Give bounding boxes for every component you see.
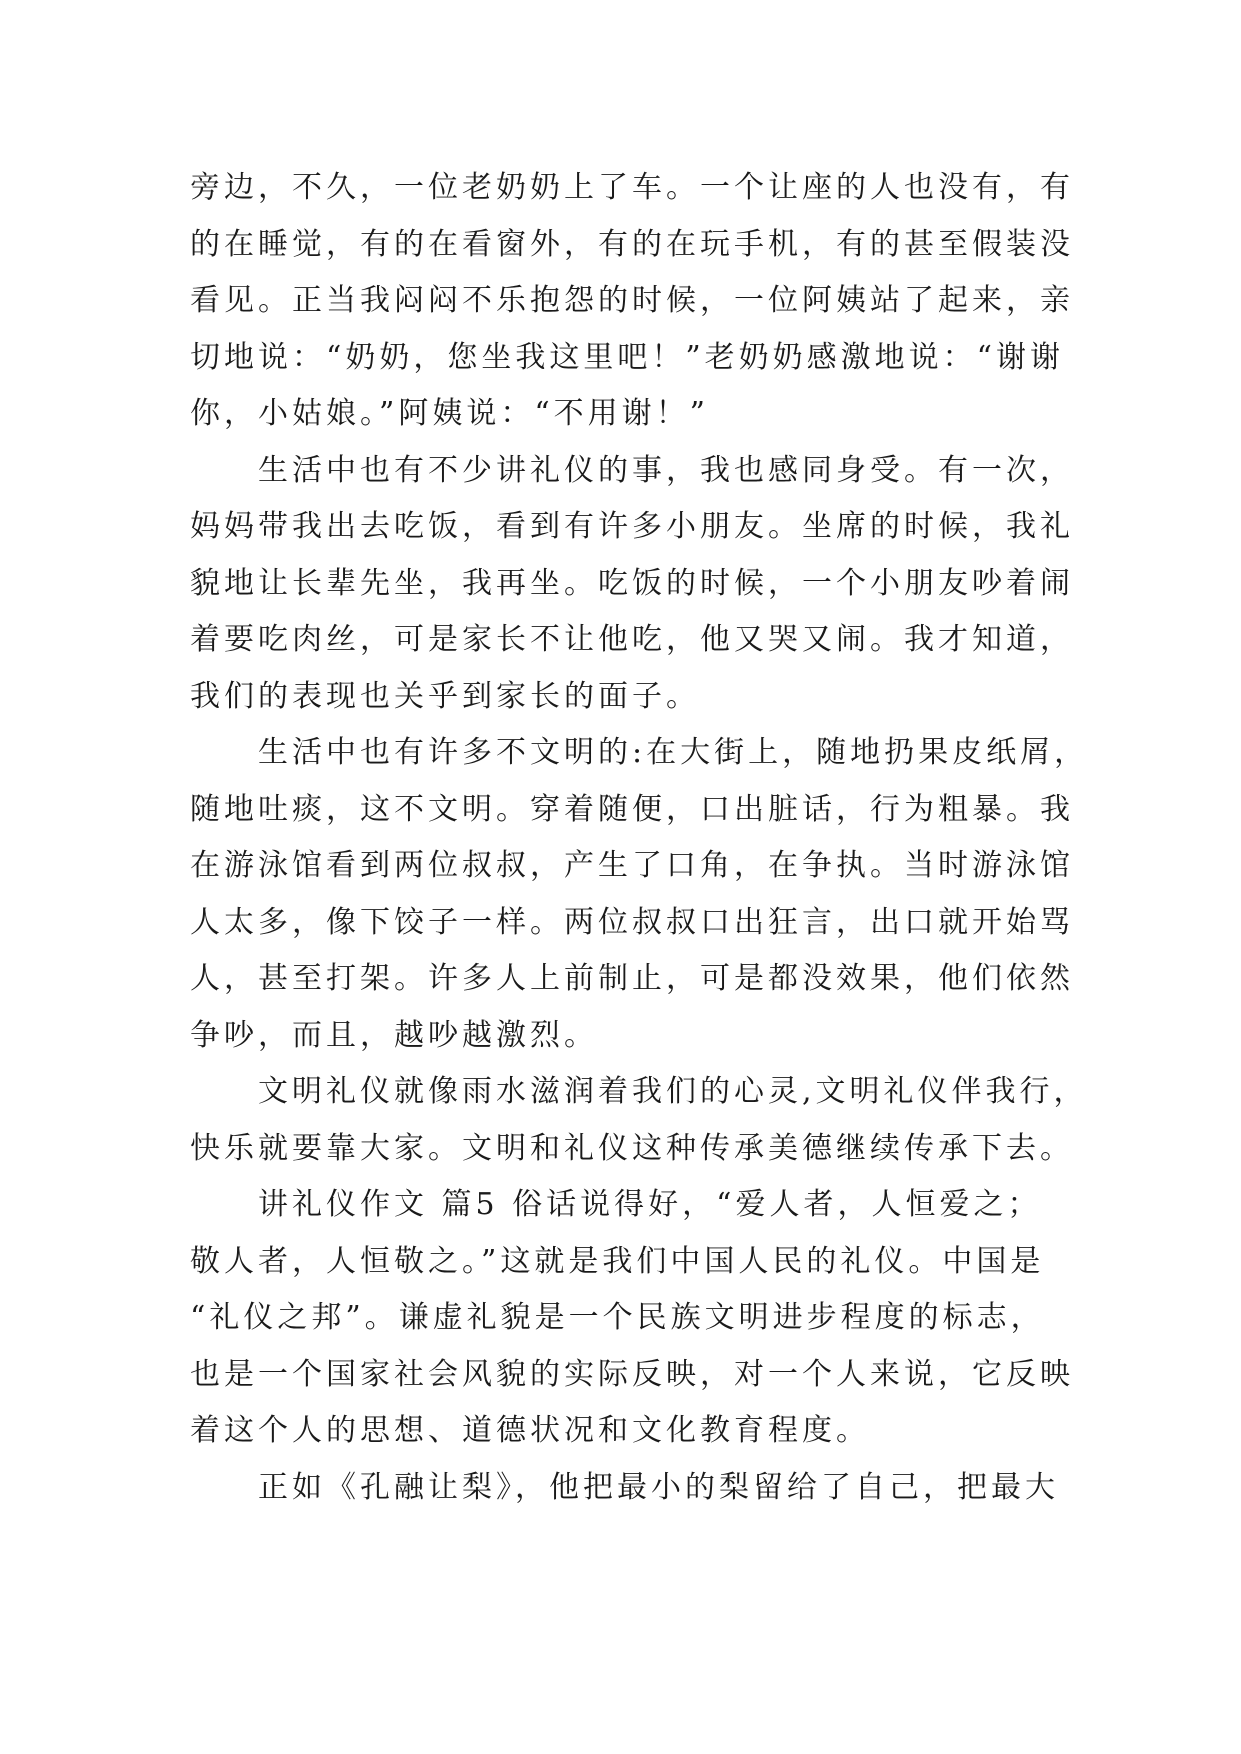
text-line: 人，甚至打架。许多人上前制止，可是都没效果，他们依然 xyxy=(190,961,1074,996)
text-line: 文明礼仪就像雨水滋润着我们的心灵,文明礼仪伴我行， xyxy=(258,1074,1088,1109)
text-line: 旁边，不久，一位老奶奶上了车。一个让座的人也没有，有 xyxy=(190,170,1074,205)
text-line: 切地说：“奶奶，您坐我这里吧！”老奶奶感激地说：“谢谢 xyxy=(190,339,1065,375)
text-line: 着要吃肉丝，可是家长不让他吃，他又哭又闹。我才知道， xyxy=(190,622,1074,657)
text-line: 也是一个国家社会风貌的实际反映，对一个人来说，它反映 xyxy=(190,1356,1074,1392)
text-line: 我们的表现也关乎到家长的面子。 xyxy=(190,678,700,714)
text-line: 着这个人的思想、道德状况和文化教育程度。 xyxy=(190,1413,870,1448)
text-line: “礼仪之邦”。谦虚礼貌是一个民族文明进步程度的标志， xyxy=(190,1300,1045,1335)
essay-text xyxy=(190,160,1089,1516)
text-line: 争吵，而且，越吵越激烈。 xyxy=(190,1017,598,1053)
text-line: 正如《孔融让梨》，他把最小的梨留给了自己，把最大 xyxy=(258,1469,1059,1505)
text-line: 人太多，像下饺子一样。两位叔叔口出狂言，出口就开始骂 xyxy=(190,904,1074,940)
text-line: 貌地让长辈先坐，我再坐。吃饭的时候，一个小朋友吵着闹 xyxy=(190,565,1074,601)
text-line: 讲礼仪作文 篇5 俗话说得好，“爱人者，人恒爱之； xyxy=(258,1187,1042,1222)
text-line: 看见。正当我闷闷不乐抱怨的时候，一位阿姨站了起来，亲 xyxy=(190,283,1074,318)
text-line: 生活中也有许多不文明的:在大街上，随地扔果皮纸屑， xyxy=(258,735,1089,770)
text-line: 敬人者，人恒敬之。”这就是我们中国人民的礼仪。中国是 xyxy=(190,1243,1045,1279)
text-line: 随地吐痰，这不文明。穿着随便，口出脏话，行为粗暴。我 xyxy=(190,791,1074,827)
text-line: 快乐就要靠大家。文明和礼仪这种传承美德继续传承下去。 xyxy=(190,1130,1074,1166)
text-line: 妈妈带我出去吃饭，看到有许多小朋友。坐席的时候，我礼 xyxy=(190,509,1074,544)
text-line: 生活中也有不少讲礼仪的事，我也感同身受。有一次， xyxy=(258,452,1074,488)
text-line: 的在睡觉，有的在看窗外，有的在玩手机，有的甚至假装没 xyxy=(190,226,1074,262)
text-line: 在游泳馆看到两位叔叔，产生了口角，在争执。当时游泳馆 xyxy=(190,848,1074,883)
text-line: 你，小姑娘。”阿姨说：“不用谢！” xyxy=(190,396,710,431)
